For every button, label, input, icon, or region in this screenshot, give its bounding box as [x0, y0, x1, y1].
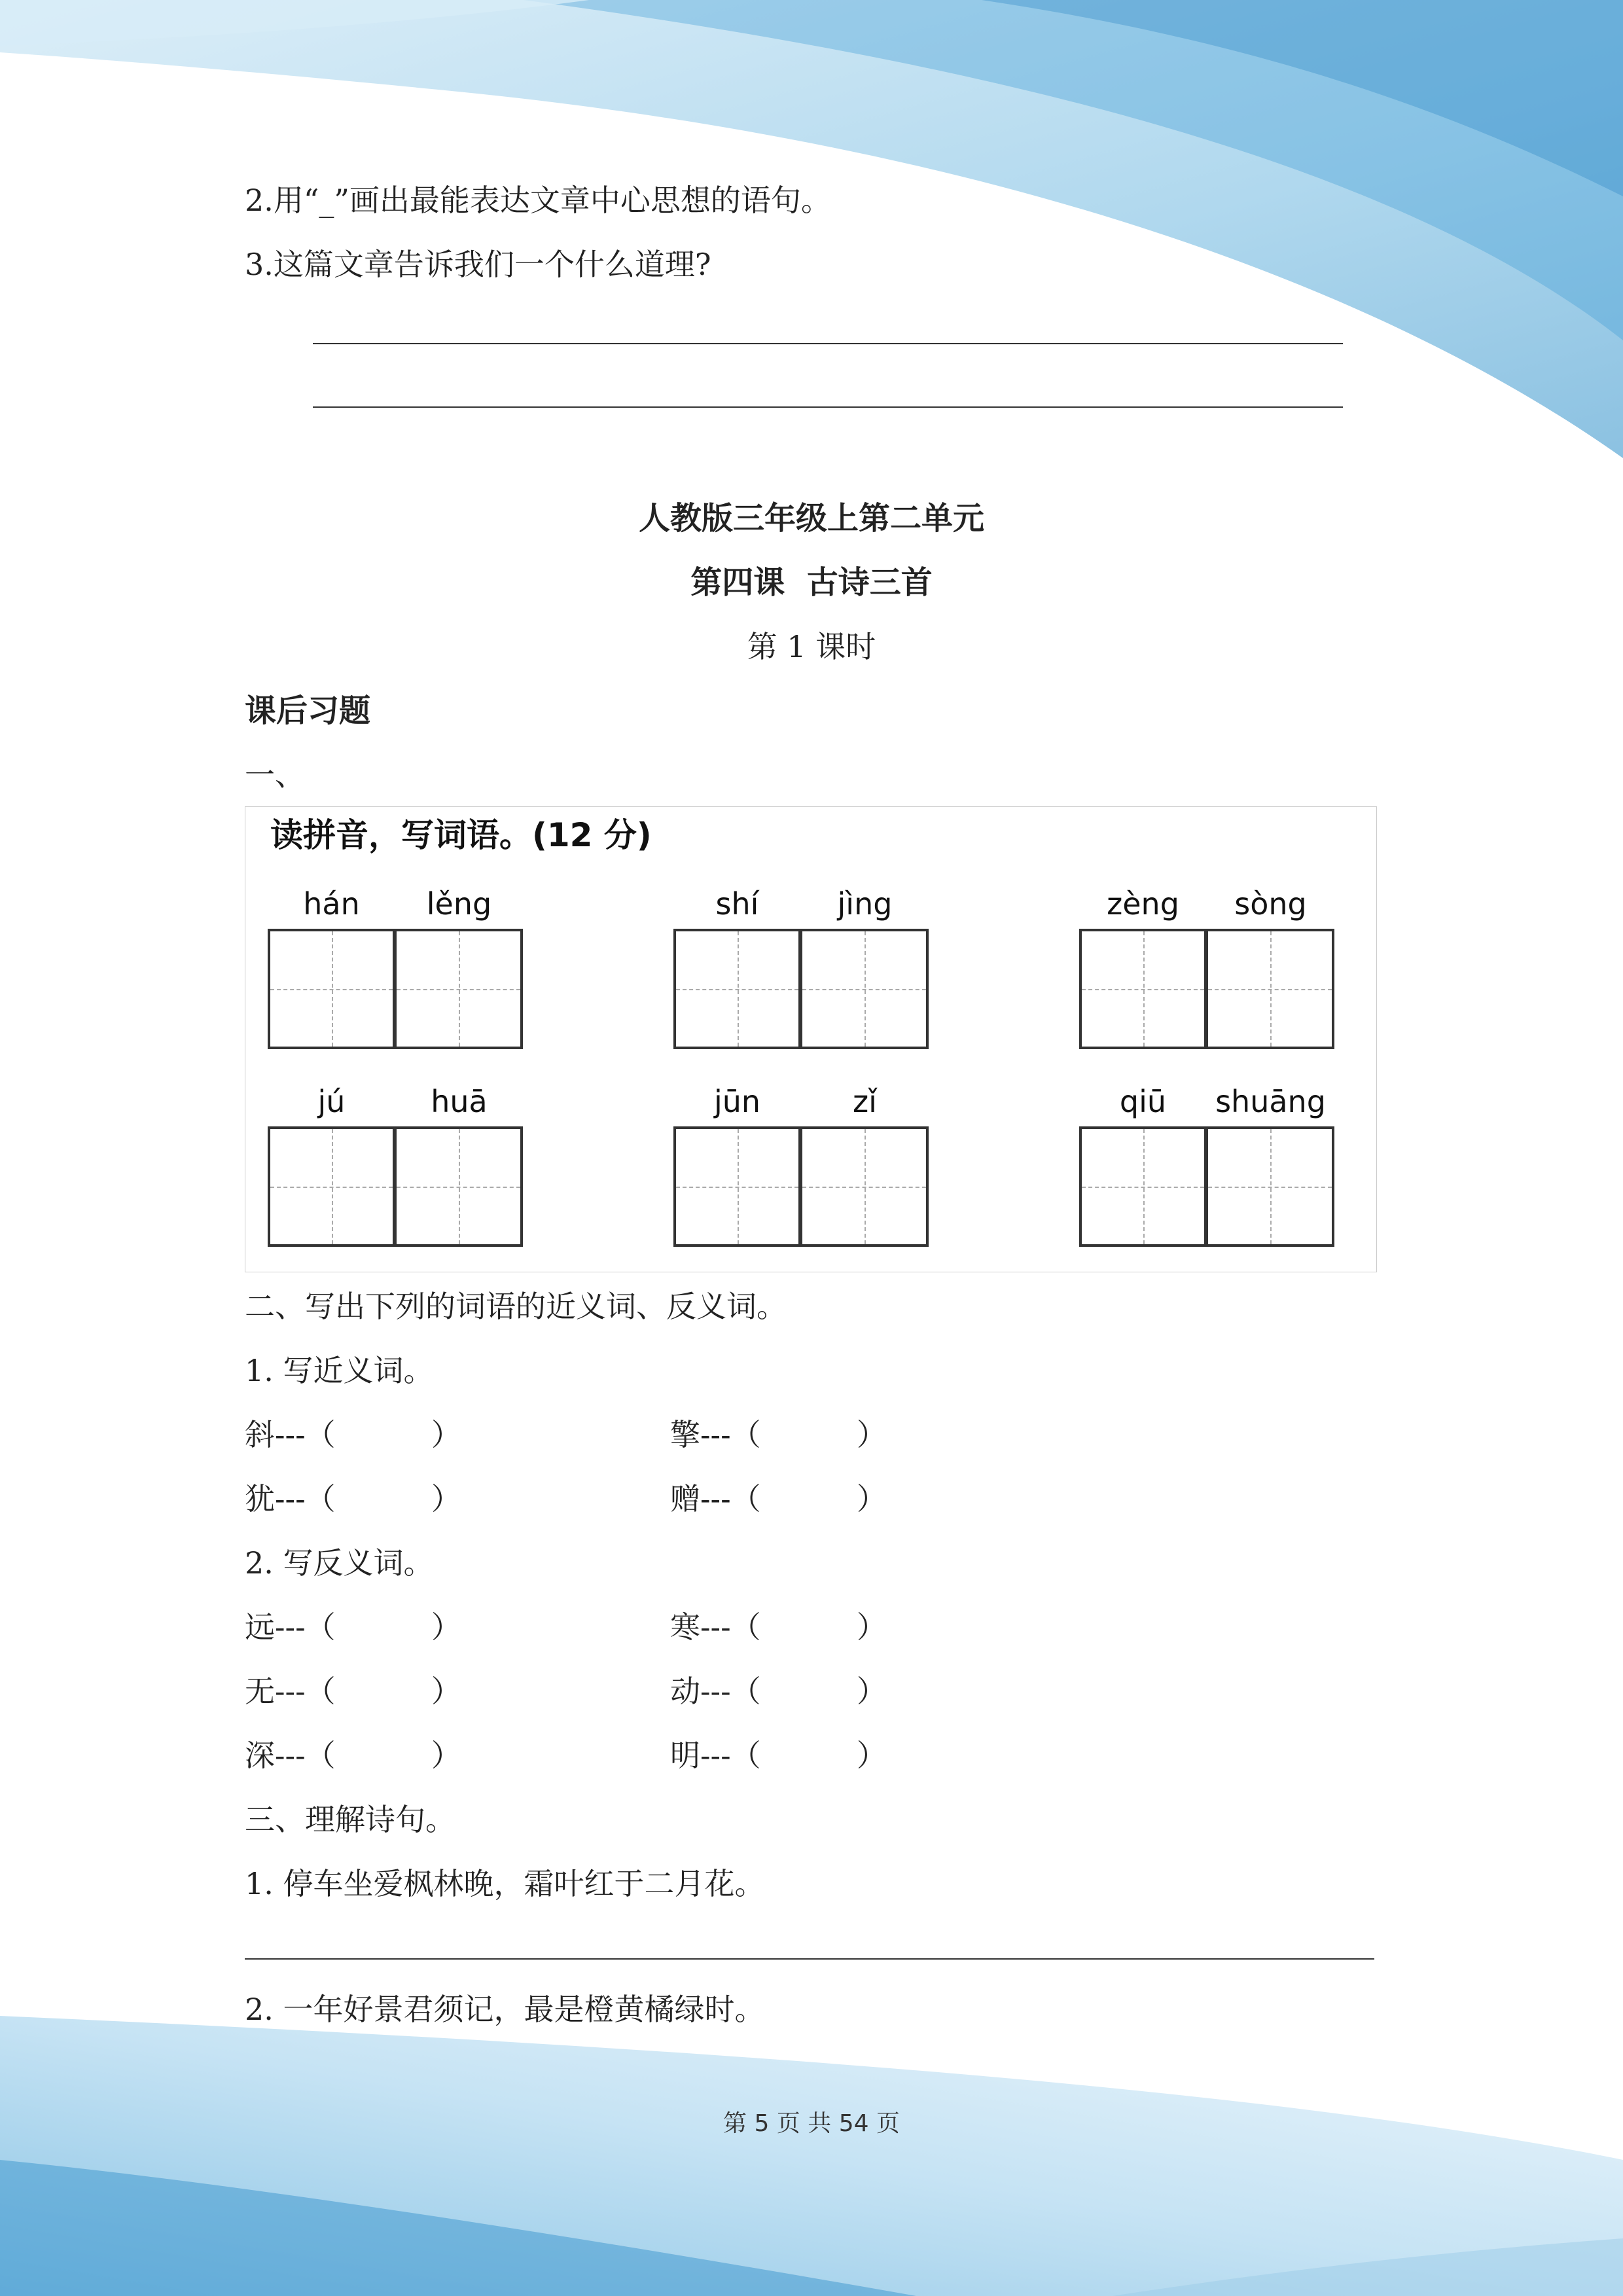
pinyin-label: hán [303, 886, 360, 922]
writing-cell[interactable] [673, 929, 801, 1049]
pinyin-row [1079, 883, 1334, 925]
writing-cell[interactable] [1079, 1126, 1207, 1247]
pinyin-label: zèng [1107, 886, 1179, 922]
pinyin-row [268, 1081, 523, 1122]
synonym-item[interactable]: 擎---（ ） [670, 1417, 887, 1452]
pinyin-label: lěng [426, 886, 492, 922]
current-page-number: 5 [754, 2110, 770, 2137]
writing-grid [1079, 929, 1334, 1049]
pinyin-label: shuāng [1215, 1084, 1326, 1119]
pinyin-label: jú [317, 1084, 346, 1119]
antonym-item[interactable]: 远---（ ） [245, 1609, 461, 1645]
writing-cell[interactable] [395, 1126, 523, 1247]
period-label: 第 1 课时 [747, 629, 876, 664]
lesson-title: 第四课 古诗三首 [690, 564, 933, 601]
part1-label: 一、 [245, 757, 305, 793]
pinyin-label: zǐ [853, 1084, 877, 1119]
writing-cell[interactable] [801, 1126, 929, 1247]
writing-cell[interactable] [268, 1126, 395, 1247]
synonym-item[interactable]: 斜---（ ） [245, 1417, 461, 1452]
antonym-item[interactable]: 寒---（ ） [670, 1609, 887, 1645]
section-heading: 课后习题 [245, 692, 371, 729]
writing-cell[interactable] [801, 929, 929, 1049]
poem-line-2: 2. 一年好景君须记，最是橙黄橘绿时。 [245, 1992, 765, 2027]
question-3: 3.这篇文章告诉我们一个什么道理? [245, 247, 711, 282]
footer-prefix: 第 [722, 2110, 747, 2137]
part2-heading: 二、写出下列的词语的近义词、反义词。 [245, 1289, 787, 1324]
unit-title: 人教版三年级上第二单元 [638, 500, 984, 537]
pinyin-row [1079, 1081, 1334, 1122]
total-page-count: 54 [838, 2110, 869, 2137]
antonym-item[interactable]: 明---（ ） [670, 1738, 887, 1773]
footer-suffix: 页 [876, 2110, 900, 2137]
antonym-item[interactable]: 动---（ ） [670, 1674, 887, 1709]
pinyin-label: jìng [837, 886, 893, 922]
synonym-subheading: 1. 写近义词。 [245, 1353, 434, 1388]
pinyin-row [673, 883, 929, 925]
answer-line [313, 406, 1343, 408]
writing-cell[interactable] [1079, 929, 1207, 1049]
synonym-item[interactable]: 赠---（ ） [670, 1481, 887, 1516]
exercise-title: 读拼音，写词语。(12 分) [270, 816, 652, 854]
pinyin-label: sòng [1234, 886, 1307, 922]
answer-line [245, 1958, 1374, 1960]
part3-heading: 三、理解诗句。 [245, 1802, 455, 1837]
writing-cell[interactable] [268, 929, 395, 1049]
writing-cell[interactable] [395, 929, 523, 1049]
question-2: 2.用“_”画出最能表达文章中心思想的语句。 [245, 183, 831, 218]
answer-line [313, 343, 1343, 344]
pinyin-exercise-box [245, 806, 1377, 1272]
antonym-subheading: 2. 写反义词。 [245, 1545, 434, 1581]
writing-grid [673, 1126, 929, 1247]
pinyin-label: huā [431, 1084, 488, 1119]
pinyin-label: jūn [713, 1084, 761, 1119]
writing-cell[interactable] [1207, 929, 1334, 1049]
pinyin-row [673, 1081, 929, 1122]
writing-cell[interactable] [673, 1126, 801, 1247]
footer-middle: 页 共 [776, 2110, 832, 2137]
pinyin-row [268, 883, 523, 925]
page-footer [0, 2108, 1623, 2140]
antonym-item[interactable]: 无---（ ） [245, 1674, 461, 1709]
writing-grid [1079, 1126, 1334, 1247]
writing-grid [268, 929, 523, 1049]
writing-grid [268, 1126, 523, 1247]
poem-line-1: 1. 停车坐爱枫林晚，霜叶红于二月花。 [245, 1866, 765, 1901]
writing-cell[interactable] [1207, 1126, 1334, 1247]
writing-grid [673, 929, 929, 1049]
antonym-item[interactable]: 深---（ ） [245, 1738, 461, 1773]
synonym-item[interactable]: 犹---（ ） [245, 1481, 461, 1516]
pinyin-label: qiū [1119, 1084, 1167, 1119]
pinyin-label: shí [715, 886, 759, 922]
